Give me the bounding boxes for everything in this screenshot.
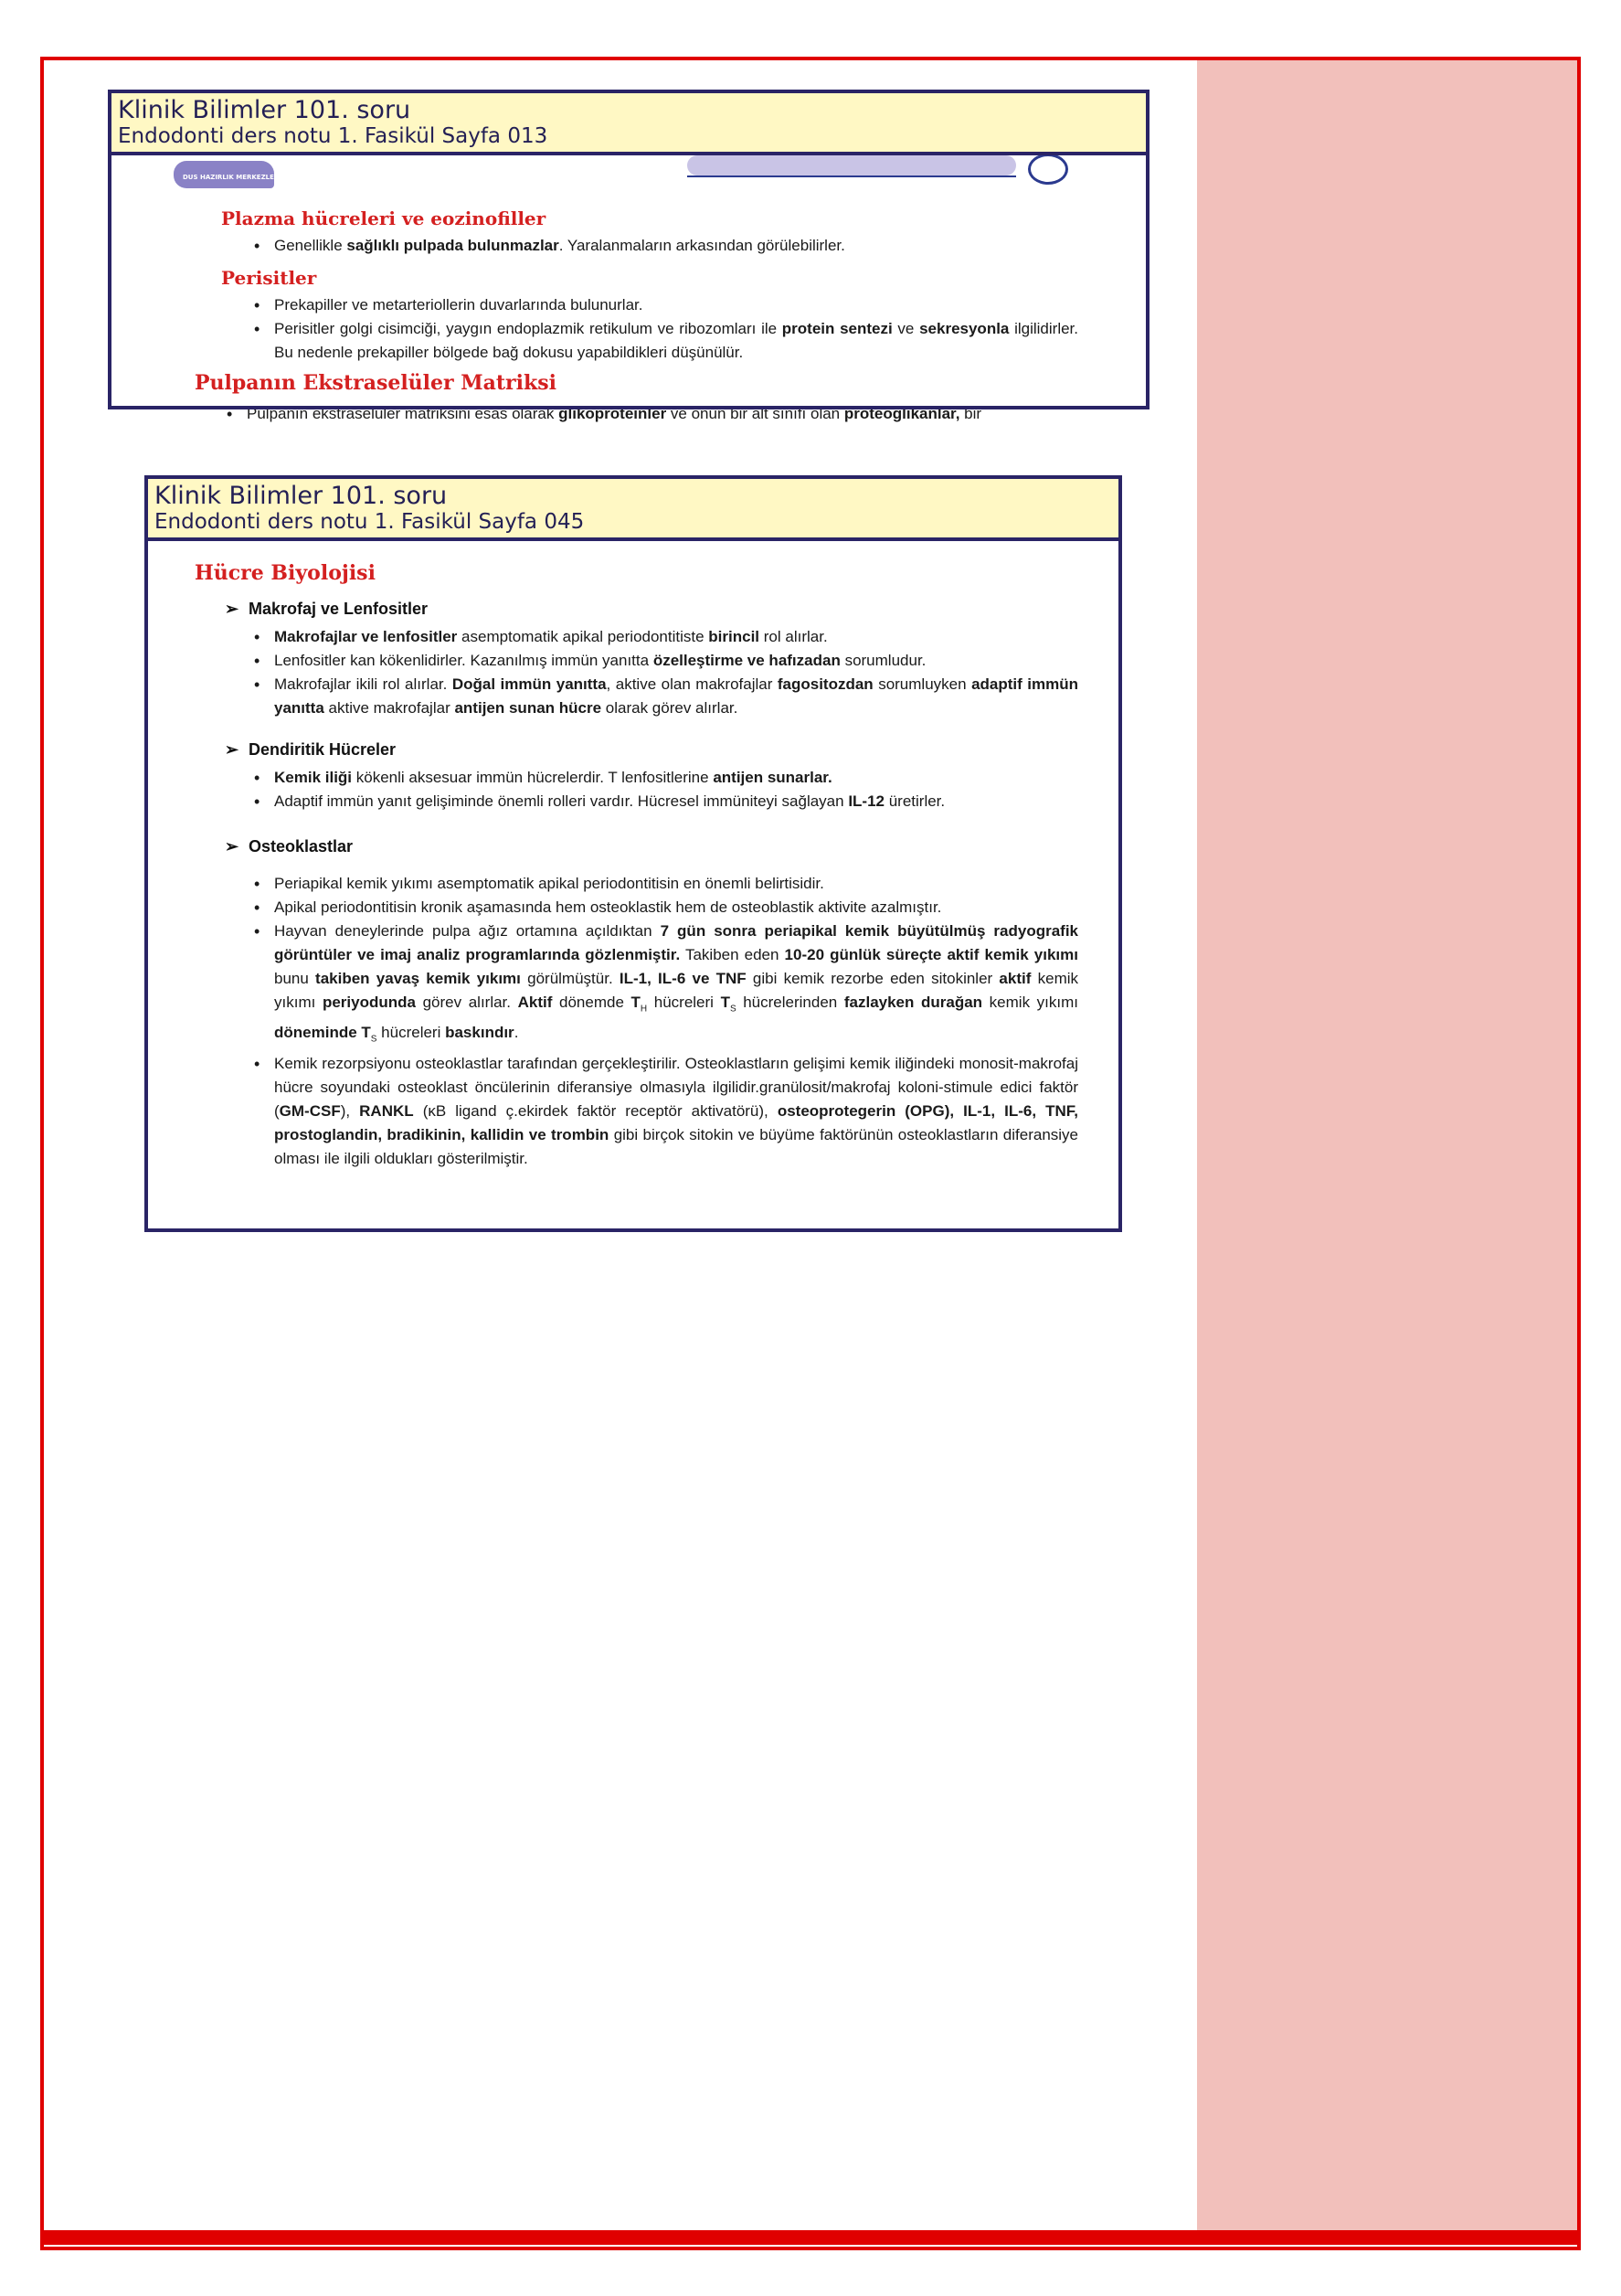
heading-matriks: Pulpanın Ekstraselüler Matriksi	[195, 371, 556, 395]
annotation-title: Klinik Bilimler 101. soru	[154, 482, 448, 510]
list-item: • Kemik rezorpsiyonu osteoklastlar tarafından gerçekleştirilir. Osteoklastların gelişimi kemik iliğindeki monosit-makrofaj hücre soyundaki osteoklast öncülerinin diferansiye olmasıyla ilgilidir.granülosit/makrofaj koloni-stimule edici faktör (GM-CSF), RANKL (κB ligand ç.ekirdek faktör receptör aktivatörü), osteoprotegerin (OPG), IL-1, IL-6, TNF, prostoglandin, bradikinin, kallidin ve trombin gibi birçok sitokin ve büyüme faktörünün osteoklastların diferansiye olması ile ilgili oldukları gösterilmiştir.	[249, 1052, 1078, 1171]
list-item: • Adaptif immün yanıt gelişiminde önemli rolleri vardır. Hücresel immüniteyi sağlayan IL-12 üretirler.	[249, 790, 1078, 813]
list-item: • Apikal periodontitisin kronik aşamasında hem osteoklastik hem de osteoblastik aktivite azalmıştır.	[249, 896, 1078, 919]
heading-hucre-biyolojisi: Hücre Biyolojisi	[195, 561, 376, 585]
side-panel	[1197, 60, 1577, 2230]
publisher-logo-text: DUS HAZIRLIK MERKEZLERİ	[183, 174, 281, 181]
arrow-bullet-icon: ➢	[225, 600, 239, 618]
arrow-bullet-icon: ➢	[225, 837, 239, 856]
list-item: • Lenfositler kan kökenlidirler. Kazanılmış immün yanıtta özelleştirme ve hafızadan sorumludur.	[249, 649, 1078, 673]
list-item: • Makrofajlar ve lenfositler asemptomatik apikal periodontitiste birincil rol alırlar.	[249, 625, 1078, 649]
annotation-box-013	[108, 90, 1150, 409]
subheading-makrofaj: ➢ Makrofaj ve Lenfositler	[225, 600, 429, 618]
subheading-osteoklastlar: ➢ Osteoklastlar	[225, 837, 354, 856]
heading-perisitler: Perisitler	[221, 267, 317, 289]
list-item: • Kemik iliği kökenli aksesuar immün hücrelerdir. T lenfositlerine antijen sunarlar.	[249, 766, 1078, 790]
osteoklast-list	[249, 872, 1078, 1171]
bottom-bar	[40, 2230, 1581, 2245]
list-item: • Hayvan deneylerinde pulpa ağız ortamına açıldıktan 7 gün sonra periapikal kemik büyütülmüş radyografik görüntüler ve imaj analiz programlarında gözlenmiştir. Takiben eden 10-20 günlük süreçte aktif kemik yıkımı bunu takiben yavaş kemik yıkımı görülmüştür. IL-1, IL-6 ve TNF gibi kemik rezorbe eden sitokinler aktif kemik yıkımı periyodunda görev alırlar. Aktif dönemde $T_H$ hücreleri $T_S$ hücrelerinden fazlayken durağan kemik yıkımı döneminde $T_S$ hücreleri baskındır.	[249, 919, 1078, 1052]
annotation-source: Endodonti ders notu 1. Fasikül Sayfa 045	[154, 510, 585, 534]
makrofaj-list	[249, 625, 1078, 720]
list-item: • Makrofajlar ikili rol alırlar. Doğal immün yanıtta, aktive olan makrofajlar fagositozdan sorumluyken adaptif immün yanıtta aktive makrofajlar antijen sunan hücre olarak görev alırlar.	[249, 673, 1078, 720]
annotation-header	[111, 93, 1146, 155]
annotation-source: Endodonti ders notu 1. Fasikül Sayfa 013	[118, 124, 548, 148]
arrow-bullet-icon: ➢	[225, 740, 239, 759]
annotation-header	[148, 479, 1118, 541]
heading-plazma: Plazma hücreleri ve eozinofiller	[221, 207, 546, 229]
list-item: • Pulpanın ekstraselüler matriksini esas olarak glikoproteinler ve onun bir alt sınıfı olan proteoglikanlar, bir	[221, 402, 1089, 424]
list-item: • Periapikal kemik yıkımı asemptomatik apikal periodontitisin en önemli belirtisidir.	[249, 872, 1078, 896]
list-item: • Genellikle sağlıklı pulpada bulunmazlar. Yaralanmaların arkasından görülebilirler.	[249, 234, 1089, 258]
list-item: • Perisitler golgi cisimciği, yaygın endoplazmik retikulum ve ribozomları ile protein sentezi ve sekresyonla ilgilidirler. Bu nedenle prekapiller bölgede bağ dokusu yapabildikleri düşünülür.	[249, 317, 1078, 365]
annotation-title: Klinik Bilimler 101. soru	[118, 96, 411, 124]
subheading-dendiritik: ➢ Dendiritik Hücreler	[225, 740, 397, 759]
dendiritik-list	[249, 766, 1078, 813]
list-item: • Prekapiller ve metarteriollerin duvarlarında bulunurlar.	[249, 293, 1078, 317]
